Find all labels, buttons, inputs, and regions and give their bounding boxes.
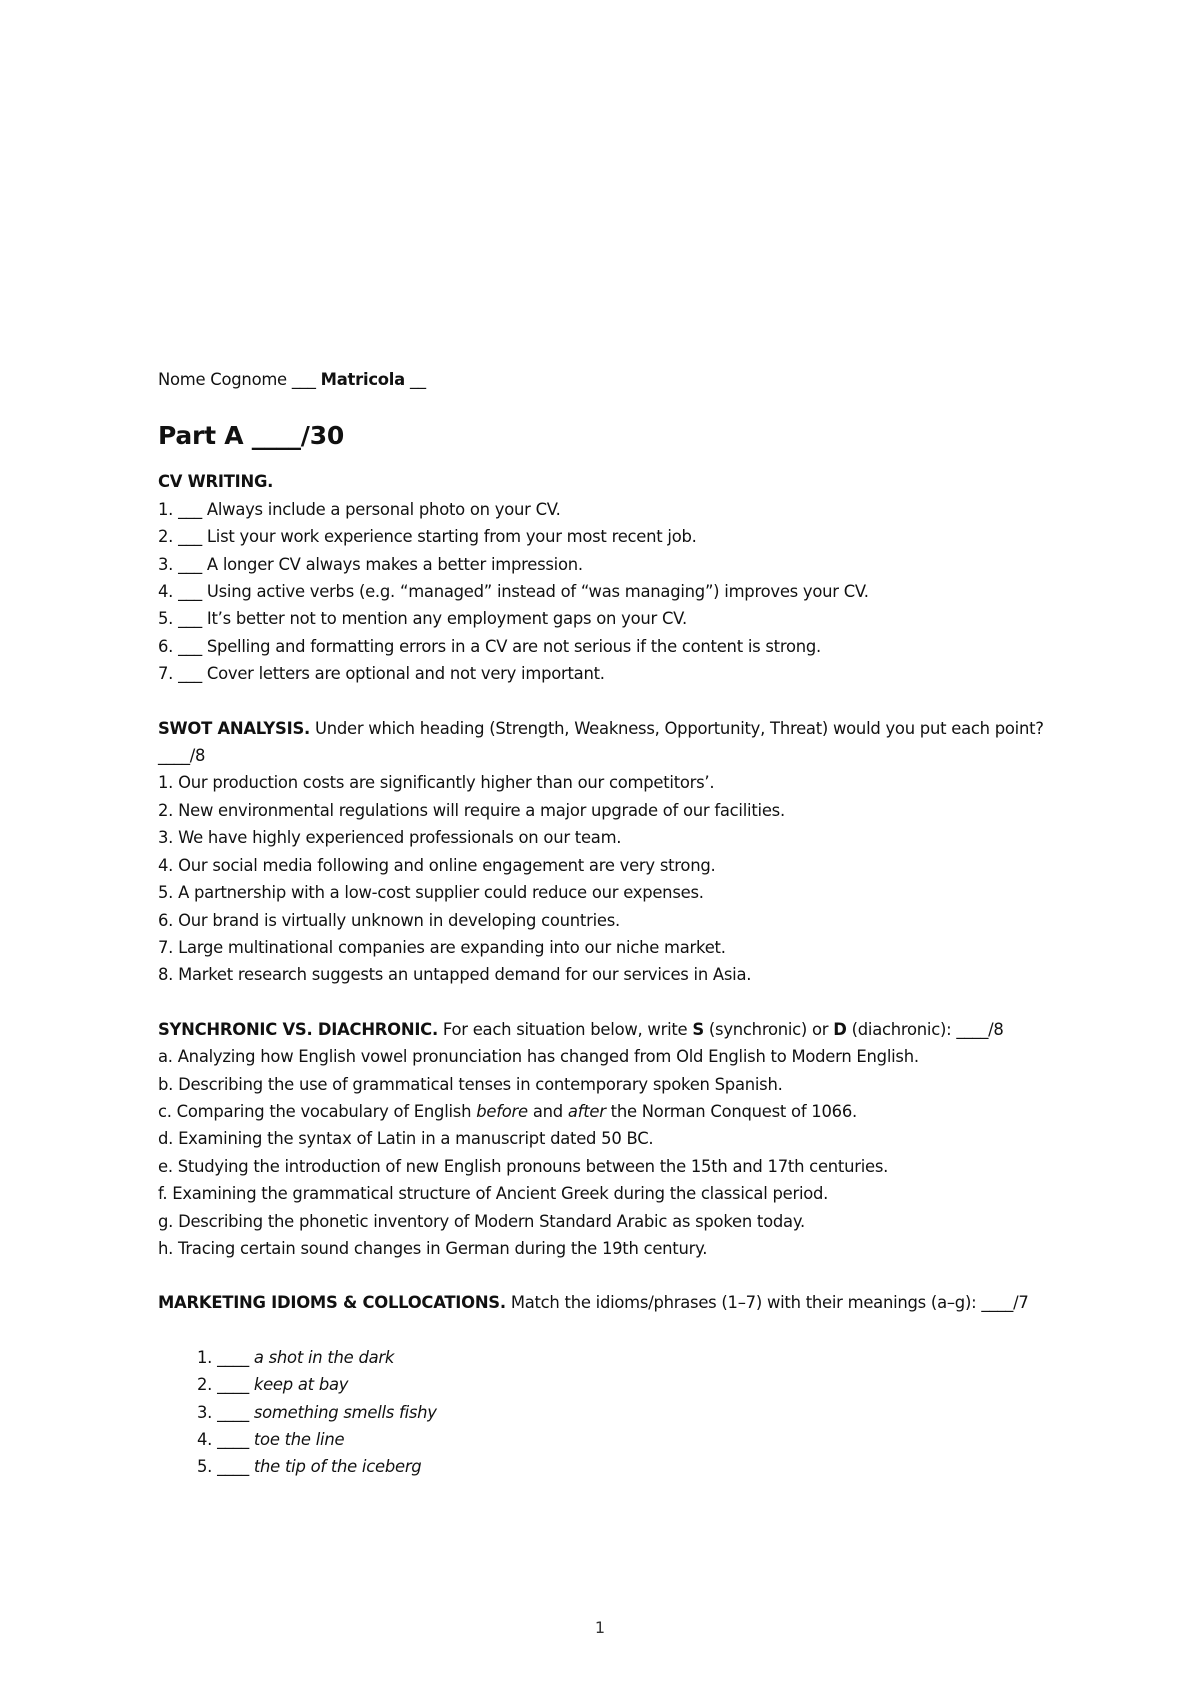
cv-item: 2. ___ List your work experience starting from your most recent job. bbox=[158, 527, 697, 547]
part-a-title: Part A ____/30 bbox=[158, 421, 344, 451]
idioms-instruction bbox=[158, 1289, 1051, 1316]
swot-instruction bbox=[158, 715, 1051, 770]
cv-item: 5. ___ It’s better not to mention any employment gaps on your CV. bbox=[158, 609, 687, 629]
synchronic-item: d. Examining the syntax of Latin in a manuscript dated 50 BC. bbox=[158, 1129, 654, 1149]
matricola-label: Matricola bbox=[320, 370, 405, 389]
swot-item: 1. Our production costs are significantly higher than our competitors’. bbox=[158, 773, 715, 793]
idioms-list bbox=[158, 1344, 1051, 1481]
synchronic-item: f. Examining the grammatical structure of Ancient Greek during the classical period. bbox=[158, 1184, 829, 1204]
swot-item: 6. Our brand is virtually unknown in developing countries. bbox=[158, 910, 620, 930]
swot-item: 3. We have highly experienced professionals on our team. bbox=[158, 828, 622, 848]
idiom-item: 1. ____ a shot in the dark bbox=[197, 1347, 395, 1367]
idiom-item: 4. ____ toe the line bbox=[197, 1430, 345, 1449]
synchronic-section bbox=[158, 1016, 1051, 1263]
cv-item: 1. ___ Always include a personal photo on your CV. bbox=[158, 499, 561, 519]
idioms-section bbox=[158, 1289, 1051, 1480]
synchronic-item: a. Analyzing how English vowel pronunciation has changed from Old English to Modern English. bbox=[158, 1047, 919, 1067]
idiom-item: 3. ____ something smells fishy bbox=[197, 1402, 437, 1422]
cv-item: 6. ___ Spelling and formatting errors in a CV are not serious if the content is strong. bbox=[158, 636, 822, 656]
swot-instruction-text: Under which heading (Strength, Weakness, Opportunity, Threat) would you put each point? ____/8 bbox=[158, 718, 1044, 766]
synchronic-instruction: SYNCHRONIC VS. DIACHRONIC. For each situation below, write S (synchronic) or D (diachronic): ____/8 bbox=[158, 1019, 1004, 1039]
idioms-instruction-text: Match the idioms/phrases (1–7) with their meanings (a–g): ____/7 bbox=[510, 1293, 1029, 1313]
cv-writing-section bbox=[158, 468, 1051, 687]
swot-item: 5. A partnership with a low-cost supplier could reduce our expenses. bbox=[158, 883, 704, 903]
swot-item: 2. New environmental regulations will require a major upgrade of our facilities. bbox=[158, 800, 785, 820]
idioms-heading: MARKETING IDIOMS & COLLOCATIONS. bbox=[158, 1293, 506, 1313]
name-label: Nome Cognome ___ bbox=[158, 370, 316, 389]
synchronic-heading: SYNCHRONIC VS. DIACHRONIC. bbox=[158, 1019, 438, 1039]
matricola-blank: __ bbox=[409, 370, 426, 389]
synchronic-item: h. Tracing certain sound changes in German during the 19th century. bbox=[158, 1238, 708, 1258]
cv-writing-heading: CV WRITING. bbox=[158, 472, 274, 492]
page-number: 1 bbox=[594, 1618, 606, 1637]
synchronic-item: c. Comparing the vocabulary of English before and after the Norman Conquest of 1066. bbox=[158, 1101, 857, 1121]
swot-section bbox=[158, 715, 1051, 989]
idiom-item: 2. ____ keep at bay bbox=[197, 1375, 349, 1395]
swot-item: 4. Our social media following and online engagement are very strong. bbox=[158, 855, 716, 875]
swot-item: 8. Market research suggests an untapped demand for our services in Asia. bbox=[158, 965, 752, 985]
cv-item: 7. ___ Cover letters are optional and not very important. bbox=[158, 664, 605, 684]
student-info-line bbox=[158, 366, 1051, 393]
swot-heading: SWOT ANALYSIS. bbox=[158, 718, 310, 738]
idiom-item: 5. ____ the tip of the iceberg bbox=[197, 1457, 422, 1477]
cv-item: 3. ___ A longer CV always makes a better impression. bbox=[158, 554, 583, 574]
swot-item: 7. Large multinational companies are expanding into our niche market. bbox=[158, 937, 726, 957]
synchronic-item: b. Describing the use of grammatical tenses in contemporary spoken Spanish. bbox=[158, 1074, 783, 1094]
document-page bbox=[158, 366, 1051, 1481]
synchronic-item: g. Describing the phonetic inventory of Modern Standard Arabic as spoken today. bbox=[158, 1211, 805, 1231]
synchronic-item: e. Studying the introduction of new English pronouns between the 15th and 17th centuries. bbox=[158, 1156, 889, 1176]
cv-item: 4. ___ Using active verbs (e.g. “managed” instead of “was managing”) improves your CV. bbox=[158, 582, 869, 602]
